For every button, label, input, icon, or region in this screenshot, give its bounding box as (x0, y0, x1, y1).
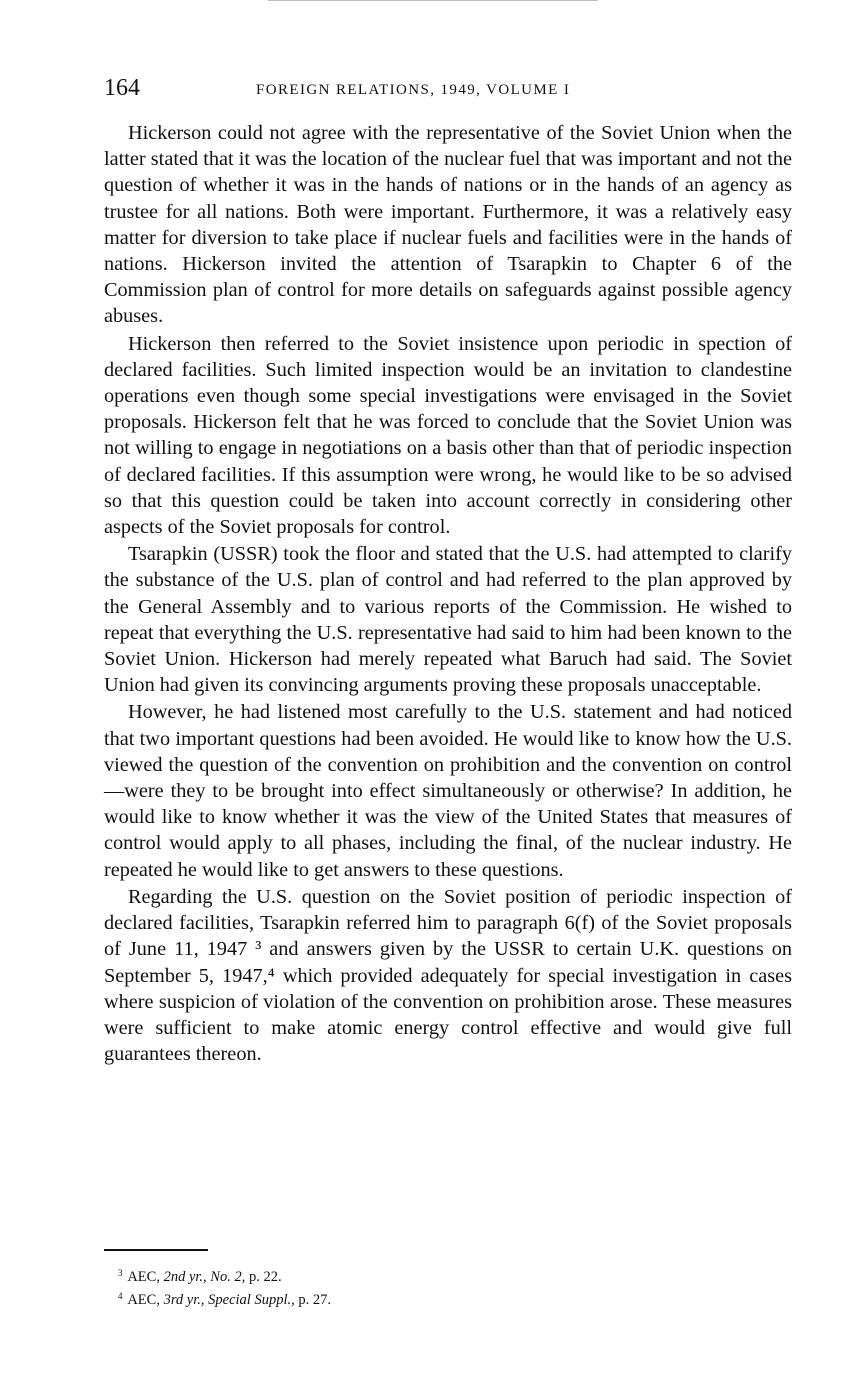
paragraph-tsarapkin-reply: Tsarapkin (USSR) took the floor and stated that the U.S. had attempted to clarify the substance of the U.S. plan of control and had referred to the plan approved by the General Assembly and to various reports of the Commission. He wished to repeat that everything the U.S. representative had said to him had been known to the Soviet Union. Hickerson had merely repeated what Baruch had said. The Soviet Union had given its convincing arguments proving these proposals unacceptable. (104, 543, 792, 697)
running-title: FOREIGN RELATIONS, 1949, VOLUME I (256, 82, 571, 98)
footnote-series: 3rd yr., Special Suppl., (163, 1292, 295, 1308)
footnote-page: p. 22. (248, 1269, 282, 1285)
page-number: 164 (104, 75, 140, 101)
footnote-4 (118, 1287, 758, 1310)
page-header (104, 74, 792, 104)
footnote-publication: AEC, (127, 1269, 160, 1285)
footnote-page: p. 27. (298, 1292, 331, 1308)
footnote-3 (118, 1264, 758, 1287)
footnotes (118, 1264, 758, 1310)
paragraph-hickerson-disagreement: Hickerson could not agree with the representative of the Soviet Union when the latter stated that it was the location of the nuclear fuel that was important and not the question of whether it was in the hands of nations or in the hands of an agency as trustee for all nations. Both were important. Furthermore, it was a relatively easy matter for diversion to take place if nuclear fuels and facilities were in the hands of nations. Hickerson invited the attention of Tsarapkin to Chapter 6 of the Commission plan of control for more details on safeguards against possible agency abuses. (104, 122, 792, 328)
paragraph-soviet-proposals-reference: Regarding the U.S. question on the Soviet position of periodic inspection of declared facilities, Tsarapkin referred him to paragraph 6(f) of the Soviet proposals of June 11, 1947 ³ and answers given by the USSR to certain U.K. questions on September 5, 1947,⁴ which provided adequately for special investigation in cases where suspicion of violation of the convention on prohibition arose. These measures were sufficient to make atomic energy control effective and would give full guarantees thereon. (104, 885, 792, 1066)
top-edge-rule (268, 0, 598, 1)
paragraph-periodic-inspection: Hickerson then referred to the Soviet insistence upon periodic in spection of declared facilities. Such limited inspection would be an invitation to clandestine operations even though some special investigations were envisaged in the Soviet proposals. Hickerson felt that he was forced to conclude that the Soviet Union was not willing to engage in negotiations on a basis other than that of periodic inspection of declared facilities. If this assumption were wrong, he would like to be so advised so that this question could be taken into account correctly in considering other aspects of the Soviet proposals for control. (104, 332, 792, 539)
footnote-divider (104, 1249, 208, 1251)
footnote-series: 2nd yr., No. 2, (163, 1269, 246, 1285)
footnote-mark: 3 (118, 1268, 123, 1278)
footnote-mark: 4 (118, 1291, 123, 1301)
footnote-publication: AEC, (127, 1292, 160, 1308)
paragraph-avoided-questions: However, he had listened most carefully to the U.S. statement and had noticed that two important questions had been avoided. He would like to know how the U.S. viewed the question of the convention on prohibition and the convention on control—were they to be brought into effect simultaneously or otherwise? In addition, he would like to know whether it was the view of the United States that measures of control would apply to all phases, including the final, of the nuclear industry. He repeated he would like to get answers to these questions. (104, 701, 792, 881)
body-text (104, 120, 792, 1067)
